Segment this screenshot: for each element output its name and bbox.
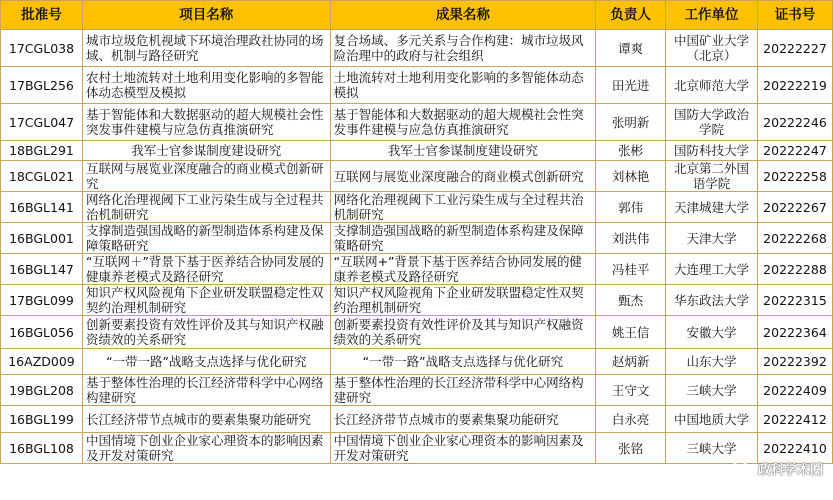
cell-project: “一带一路”战略支点选择与优化研究 bbox=[82, 349, 330, 375]
cell-leader: 谭爽 bbox=[596, 30, 666, 67]
cell-cert: 20222246 bbox=[757, 104, 832, 141]
cell-project: 城市垃圾危机视域下环境治理政社协同的场域、机制与路径研究 bbox=[82, 30, 330, 67]
table-row bbox=[1, 67, 833, 104]
cell-cert: 20222268 bbox=[757, 223, 832, 254]
cell-result: 复合场域、多元关系与合作构建：城市垃圾风险治理中的政府与社会组织 bbox=[330, 30, 596, 67]
header-leader: 负责人 bbox=[596, 1, 666, 30]
table-row bbox=[1, 254, 833, 285]
cell-leader: 张彬 bbox=[596, 141, 666, 161]
cell-id: 18CGL021 bbox=[1, 161, 83, 192]
cell-id: 19BGL208 bbox=[1, 375, 83, 406]
cell-unit: 三峡大学 bbox=[666, 375, 758, 406]
cell-leader: 白永亮 bbox=[596, 406, 666, 433]
table-row bbox=[1, 406, 833, 433]
table-row bbox=[1, 141, 833, 161]
cell-id: 16BGL199 bbox=[1, 406, 83, 433]
table-row bbox=[1, 161, 833, 192]
cell-id: 17BGL099 bbox=[1, 285, 83, 316]
cell-unit: 华东政法大学 bbox=[666, 285, 758, 316]
cell-leader: 赵炳新 bbox=[596, 349, 666, 375]
cell-cert: 20222412 bbox=[757, 406, 832, 433]
watermark-text: 政科学术圈 bbox=[757, 463, 823, 478]
table-row bbox=[1, 30, 833, 67]
cell-result: 中国情境下创业企业家心理资本的影响因素及开发对策研究 bbox=[330, 433, 596, 464]
cell-unit: 天津大学 bbox=[666, 223, 758, 254]
cell-unit: 国防大学政治学院 bbox=[666, 104, 758, 141]
cell-project: 网络化治理视阈下工业污染生成与全过程共治机制研究 bbox=[82, 192, 330, 223]
table-row bbox=[1, 349, 833, 375]
cell-leader: 王守文 bbox=[596, 375, 666, 406]
table-row bbox=[1, 192, 833, 223]
cell-result: “互联网+”背景下基于医养结合协同发展的健康养老模式及路径研究 bbox=[330, 254, 596, 285]
cell-leader: 姚王信 bbox=[596, 316, 666, 349]
cell-id: 16AZD009 bbox=[1, 349, 83, 375]
cell-leader: 张明新 bbox=[596, 104, 666, 141]
cell-project: 中国情境下创业企业家心理资本的影响因素及开发对策研究 bbox=[82, 433, 330, 464]
cell-result: 网络化治理视阈下工业污染生成与全过程共治机制研究 bbox=[330, 192, 596, 223]
header-project: 项目名称 bbox=[82, 1, 330, 30]
cell-result: 创新要素投资有效性评价及其与知识产权融资绩效的关系研究 bbox=[330, 316, 596, 349]
cell-unit: 大连理工大学 bbox=[666, 254, 758, 285]
cell-unit: 中国矿业大学（北京） bbox=[666, 30, 758, 67]
cell-cert: 20222410 bbox=[757, 433, 832, 464]
cell-id: 17BGL256 bbox=[1, 67, 83, 104]
cell-cert: 20222267 bbox=[757, 192, 832, 223]
cell-unit: 北京师范大学 bbox=[666, 67, 758, 104]
cell-unit: 天津城建大学 bbox=[666, 192, 758, 223]
cell-leader: 冯桂平 bbox=[596, 254, 666, 285]
cell-unit: 中国地质大学 bbox=[666, 406, 758, 433]
table-row bbox=[1, 223, 833, 254]
cell-result: 长江经济带节点城市的要素集聚功能研究 bbox=[330, 406, 596, 433]
cell-leader: 郭伟 bbox=[596, 192, 666, 223]
cell-cert: 20222315 bbox=[757, 285, 832, 316]
wechat-icon bbox=[732, 460, 754, 478]
table-row bbox=[1, 316, 833, 349]
cell-project: 长江经济带节点城市的要素集聚功能研究 bbox=[82, 406, 330, 433]
cell-unit: 山东大学 bbox=[666, 349, 758, 375]
cell-leader: 刘林艳 bbox=[596, 161, 666, 192]
cell-id: 17CGL038 bbox=[1, 30, 83, 67]
cell-unit: 三峡大学 bbox=[666, 433, 758, 464]
header-row bbox=[1, 1, 833, 30]
cell-result: 知识产权风险视角下企业研发联盟稳定性双契约治理机制研究 bbox=[330, 285, 596, 316]
cell-cert: 20222409 bbox=[757, 375, 832, 406]
table-row bbox=[1, 285, 833, 316]
cell-id: 16BGL001 bbox=[1, 223, 83, 254]
cell-cert: 20222392 bbox=[757, 349, 832, 375]
cell-project: 我军士官参谋制度建设研究 bbox=[82, 141, 330, 161]
header-id: 批准号 bbox=[1, 1, 83, 30]
cell-project: 农村土地流转对土地利用变化影响的多智能体动态模型及模拟 bbox=[82, 67, 330, 104]
cell-project: 支撑制造强国战略的新型制造体系构建及保障策略研究 bbox=[82, 223, 330, 254]
table-row bbox=[1, 104, 833, 141]
table-row bbox=[1, 375, 833, 406]
header-unit: 工作单位 bbox=[666, 1, 758, 30]
cell-result: 基于整体性治理的长江经济带科学中心网络构建研究 bbox=[330, 375, 596, 406]
cell-id: 18BGL291 bbox=[1, 141, 83, 161]
cell-id: 17CGL047 bbox=[1, 104, 83, 141]
cell-leader: 张铭 bbox=[596, 433, 666, 464]
cell-project: 互联网与展览业深度融合的商业模式创新研究 bbox=[82, 161, 330, 192]
header-result: 成果名称 bbox=[330, 1, 596, 30]
cell-cert: 20222227 bbox=[757, 30, 832, 67]
cell-result: “一带一路”战略支点选择与优化研究 bbox=[330, 349, 596, 375]
cell-id: 16BGL141 bbox=[1, 192, 83, 223]
cell-project: “互联网＋”背景下基于医养结合协同发展的健康养老模式及路径研究 bbox=[82, 254, 330, 285]
cell-leader: 刘洪伟 bbox=[596, 223, 666, 254]
cell-unit: 北京第二外国语学院 bbox=[666, 161, 758, 192]
table-row bbox=[1, 433, 833, 464]
cell-project: 基于智能体和大数据驱动的超大规模社会性突发事件建模与应急仿真推演研究 bbox=[82, 104, 330, 141]
cell-id: 16BGL108 bbox=[1, 433, 83, 464]
cell-cert: 20222247 bbox=[757, 141, 832, 161]
cell-cert: 20222219 bbox=[757, 67, 832, 104]
cell-project: 知识产权风险视角下企业研发联盟稳定性双契约治理机制研究 bbox=[82, 285, 330, 316]
cell-unit: 安徽大学 bbox=[666, 316, 758, 349]
watermark bbox=[732, 459, 823, 478]
cell-result: 基于智能体和大数据驱动的超大规模社会性突发事件建模与应急仿真推演研究 bbox=[330, 104, 596, 141]
cell-unit: 国防科技大学 bbox=[666, 141, 758, 161]
cell-result: 互联网与展览业深度融合的商业模式创新研究 bbox=[330, 161, 596, 192]
cell-result: 我军士官参谋制度建设研究 bbox=[330, 141, 596, 161]
cell-cert: 20222364 bbox=[757, 316, 832, 349]
cell-project: 创新要素投资有效性评价及其与知识产权融资绩效的关系研究 bbox=[82, 316, 330, 349]
header-cert: 证书号 bbox=[757, 1, 832, 30]
cell-leader: 田光进 bbox=[596, 67, 666, 104]
cell-id: 16BGL147 bbox=[1, 254, 83, 285]
cell-id: 16BGL056 bbox=[1, 316, 83, 349]
cell-project: 基于整体性治理的长江经济带科学中心网络构建研究 bbox=[82, 375, 330, 406]
cell-cert: 20222258 bbox=[757, 161, 832, 192]
cell-leader: 甄杰 bbox=[596, 285, 666, 316]
cell-cert: 20222288 bbox=[757, 254, 832, 285]
cell-result: 土地流转对土地利用变化影响的多智能体动态模拟 bbox=[330, 67, 596, 104]
cell-result: 支撑制造强国战略的新型制造体系构建及保障策略研究 bbox=[330, 223, 596, 254]
